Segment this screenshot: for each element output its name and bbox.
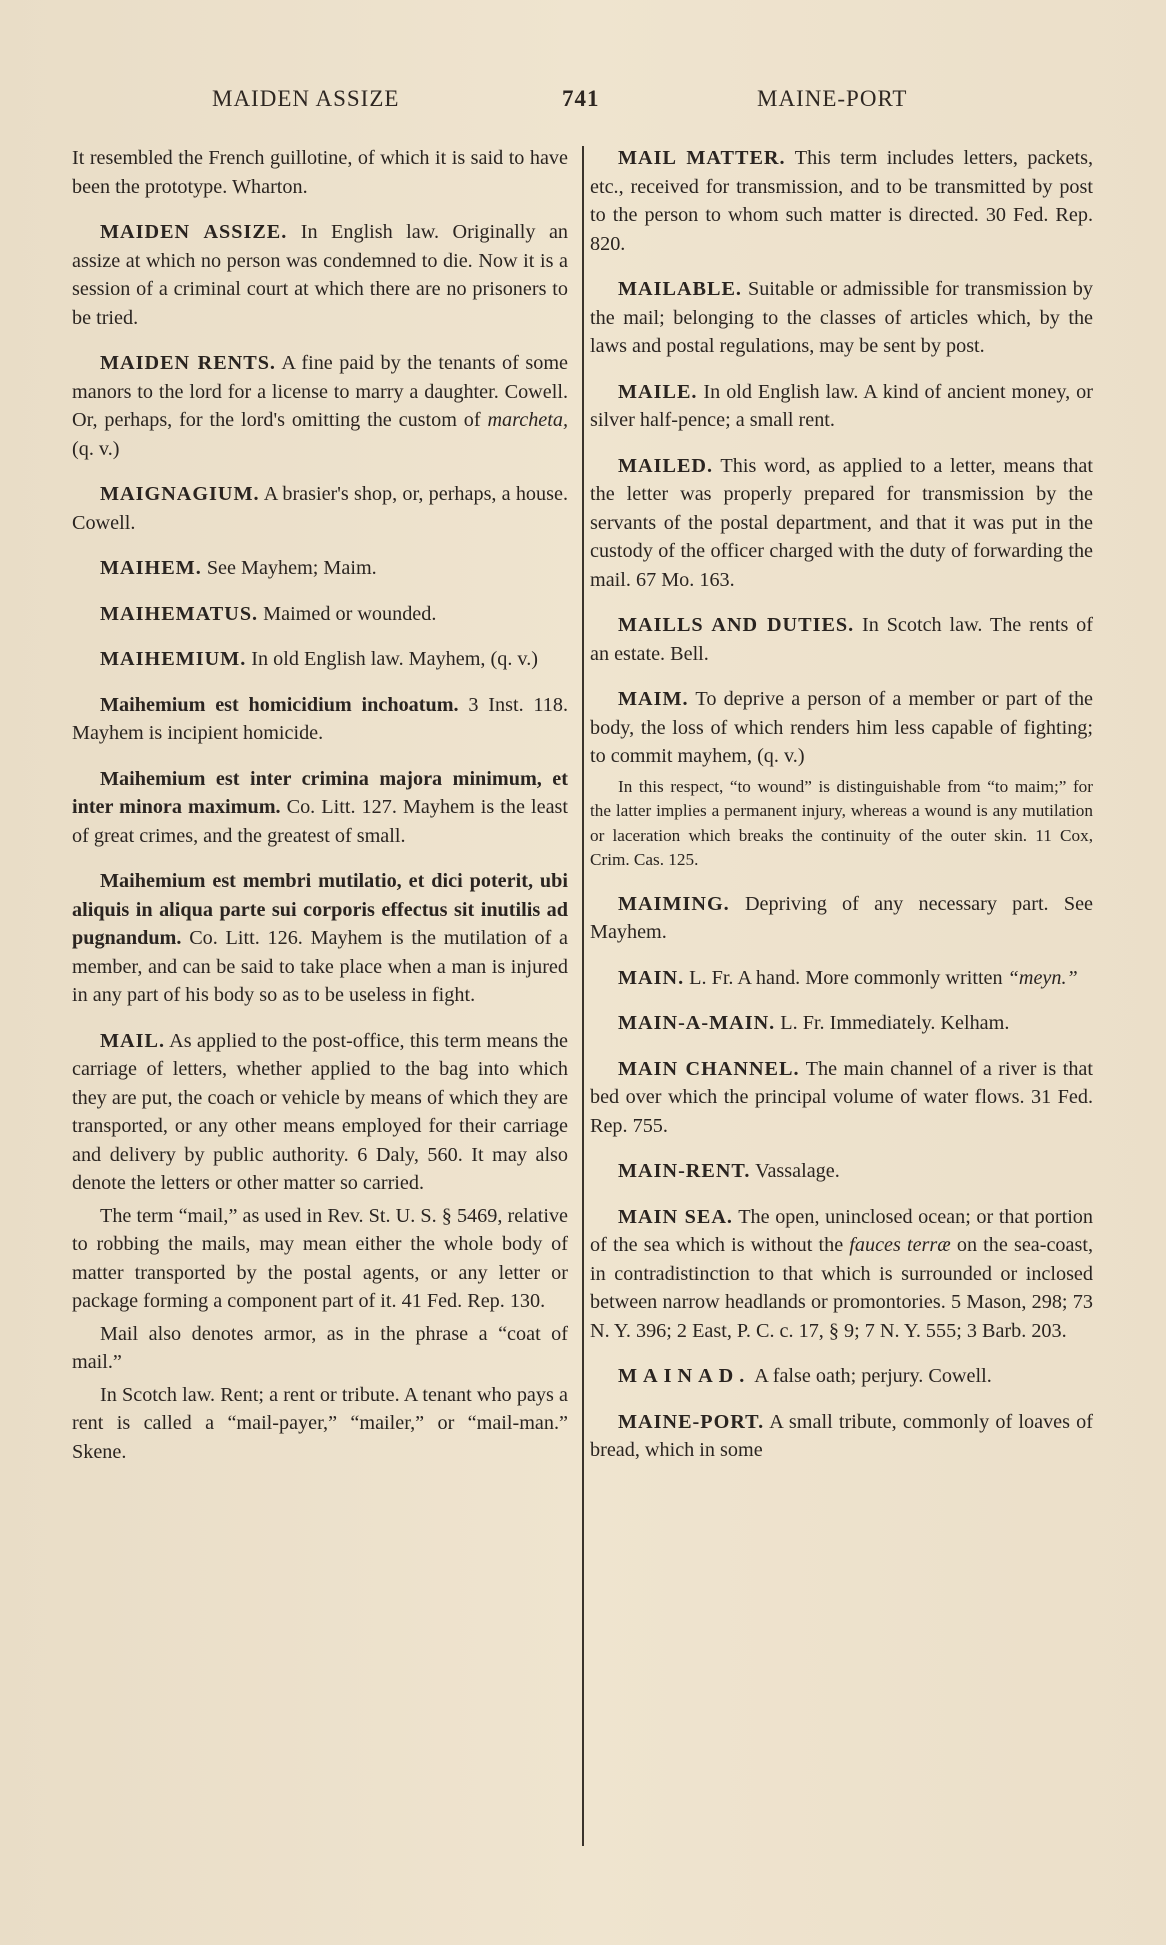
definition: L. Fr. A hand. More commonly written [689,966,1003,989]
definition-tail: (q. v.) [72,437,120,460]
page-number: 741 [562,86,600,111]
mail-paragraph-3: Mail also denotes armor, as in the phrase a “coat of mail.” [72,1322,568,1373]
headword: MAIMING. [618,892,730,915]
entry-main-rent [590,1157,1093,1186]
entry-maihemium [72,645,568,674]
headword: MAIN. [618,966,685,989]
running-head-left: MAIDEN ASSIZE [212,86,400,111]
definition-italic: fauces terræ [849,1234,951,1256]
running-head-right: MAINE-PORT [757,86,908,111]
entry-main-a-main [590,1009,1093,1038]
definition: Vassalage. [755,1160,840,1182]
headword: MAINE-PORT. [618,1410,765,1433]
headword: MAILABLE. [618,278,742,300]
definition: In old English law. Mayhem, (q. v.) [251,648,538,670]
definition: The main channel of a river is that bed over which the principal volume of water flows. 31 Fed. Rep. 755. [590,1057,1094,1137]
definition: L. Fr. Immediately. Kelham. [780,1012,1010,1034]
definition: A fine paid by the tenants of some manors to the lord for a license to marry a daughter. Cowell. Or, perhaps, for the lord's omitting the custom of [72,352,568,431]
entry-main-sea [590,1203,1093,1346]
entry-maxim-3 [72,867,568,1010]
definition: To deprive a person of a member or part of the body, the loss of which renders him less capable of fighting; to commit mayhem, (q. v.) [590,688,1093,767]
headword: MAIM. [618,688,689,710]
column-divider [582,146,584,1846]
entry-mailable [590,275,1093,361]
entry-mail-matter [590,144,1093,258]
definition: In English law. Originally an assize at which no person was condemned to die. Now it is a session of a criminal court at which there are no prisoners to be tried. [72,221,569,329]
headword: MAINAD. [618,1365,751,1387]
latin-maxim: Maihemium est membri mutilatio, et dici poterit, ubi aliquis in aliqua parte sui corporis effectus sit inutilis ad pugnandum. [72,870,568,949]
definition: The open, uninclosed ocean; or that portion of the sea which is without the [590,1205,1093,1256]
entry-maiden-rents [72,349,568,463]
definition: See Mayhem; Maim. [206,557,377,579]
headword: MAIN-RENT. [618,1160,751,1182]
definition: In Scotch law. The rents of an estate. Bell. [590,614,1093,665]
headword: MAIHEMIUM. [100,648,247,670]
definition: A brasier's shop, or, perhaps, a house. Cowell. [72,483,568,534]
definition: 3 Inst. 118. Mayhem is incipient homicide. [72,693,568,744]
headword: MAIGNAGIUM. [100,483,260,505]
headword: MAIN CHANNEL. [618,1057,800,1080]
mail-paragraph-4: In Scotch law. Rent; a rent or tribute. A tenant who pays a rent is called a “mail-payer,” “mailer,” or “mail-man.” Skene. [72,1383,568,1463]
entry-mail [72,1027,568,1198]
definition: A false oath; perjury. Cowell. [754,1365,992,1387]
entry-maim [590,685,1093,771]
headword: MAIN-A-MAIN. [618,1012,776,1034]
definition: This term includes letters, packets, etc., received for transmission, and to be transmitted by post to the person to whom such matter is directed. 30 Fed. Rep. 820. [590,147,1094,255]
headword: MAIHEMATUS. [100,602,259,625]
definition: Maimed or wounded. [263,602,437,625]
entry-maine-port [590,1408,1093,1465]
headword: MAIN SEA. [618,1205,733,1228]
headword: MAIDEN RENTS. [100,352,276,374]
running-head [70,86,1096,126]
continuation-text: It resembled the French guillotine, of which it is said to have been the prototype. Wharton. [72,147,568,198]
definition: Co. Litt. 127. Mayhem is the least of great crimes, and the greatest of small. [72,796,568,847]
entry-mails-and-duties [590,611,1093,668]
maim-note: In this respect, “to wound” is distinguishable from “to maim;” for the latter implies a permanent injury, whereas a wound is any mutilation or laceration which breaks the continuity of the outer skin. 11 Cox, Crim. Cas. 125. [590,776,1093,869]
definition: A small tribute, commonly of loaves of bread, which in some [590,1410,1093,1461]
definition: As applied to the post-office, this term means the carriage of letters, whether applied to the bag into which they are put, the coach or vehicle by means of which they are transported, or any other means employed for their carriage and delivery by public authority. 6 Daly, 560. It may also denote the letters or other matter so carried. [72,1029,568,1194]
headword: MAILE. [618,380,698,403]
entry-maiden-assize [72,218,568,332]
definition: This word, as applied to a letter, means that the letter was properly prepared for transmission by the servants of the postal department, and that it was put in the custody of the officer charged with the duty of forwarding the mail. 67 Mo. 163. [590,454,1093,591]
definition-tail: on the sea-coast, in contradistinction to that which is surrounded or inclosed between narrow headlands or promontories. 5 Mason, 298; 73 N. Y. 396; 2 East, P. C. c. 17, § 9; 7 N. Y. 555; 3 Barb. 203. [590,1234,1093,1342]
definition: In old English law. A kind of ancient money, or silver half-pence; a small rent. [590,380,1093,431]
headword: MAIL. [100,1029,166,1052]
entry-maile [590,378,1093,435]
headword: MAIL MATTER. [618,147,786,169]
definition: Co. Litt. 126. Mayhem is the mutilation of a member, and can be said to take place when a man is injured in any part of his body so as to be useless in fight. [72,927,569,1006]
entry-maihem [72,554,568,583]
definition: Suitable or admissible for transmission by the mail; belonging to the classes of articles which, by the laws and postal regulations, may be sent by post. [590,278,1093,357]
entry-main-channel [590,1055,1093,1141]
entry-mainad [590,1362,1093,1391]
latin-maxim: Maihemium est inter crimina majora minimum, et inter minora maximum. [72,767,568,818]
headword: MAIHEM. [100,557,202,579]
definition: Depriving of any necessary part. See Mayhem. [590,892,1093,943]
latin-maxim: Maihemium est homicidium inchoatum. [100,693,459,716]
headword: MAILED. [618,454,714,477]
entry-maxim-1 [72,691,568,748]
entry-maxim-2 [72,765,568,851]
left-column [72,144,568,1470]
right-column [590,144,1093,1482]
entry-maihematus [72,600,568,629]
entry-maiming [590,890,1093,947]
headword: MAIDEN ASSIZE. [100,221,288,243]
headword: MAILLS AND DUTIES. [618,614,855,636]
definition-italic: “meyn.” [1007,966,1078,989]
entry-maignagium [72,480,568,537]
mail-paragraph-2: The term “mail,” as used in Rev. St. U. S. § 5469, relative to robbing the mails, may mean either the whole body of matter transported by the postal agents, or any letter or package forming a component part of it. 41 Fed. Rep. 130. [72,1204,568,1312]
definition-italic: marcheta, [487,409,569,431]
entry-mailed [590,452,1093,595]
entry-main [590,964,1093,993]
